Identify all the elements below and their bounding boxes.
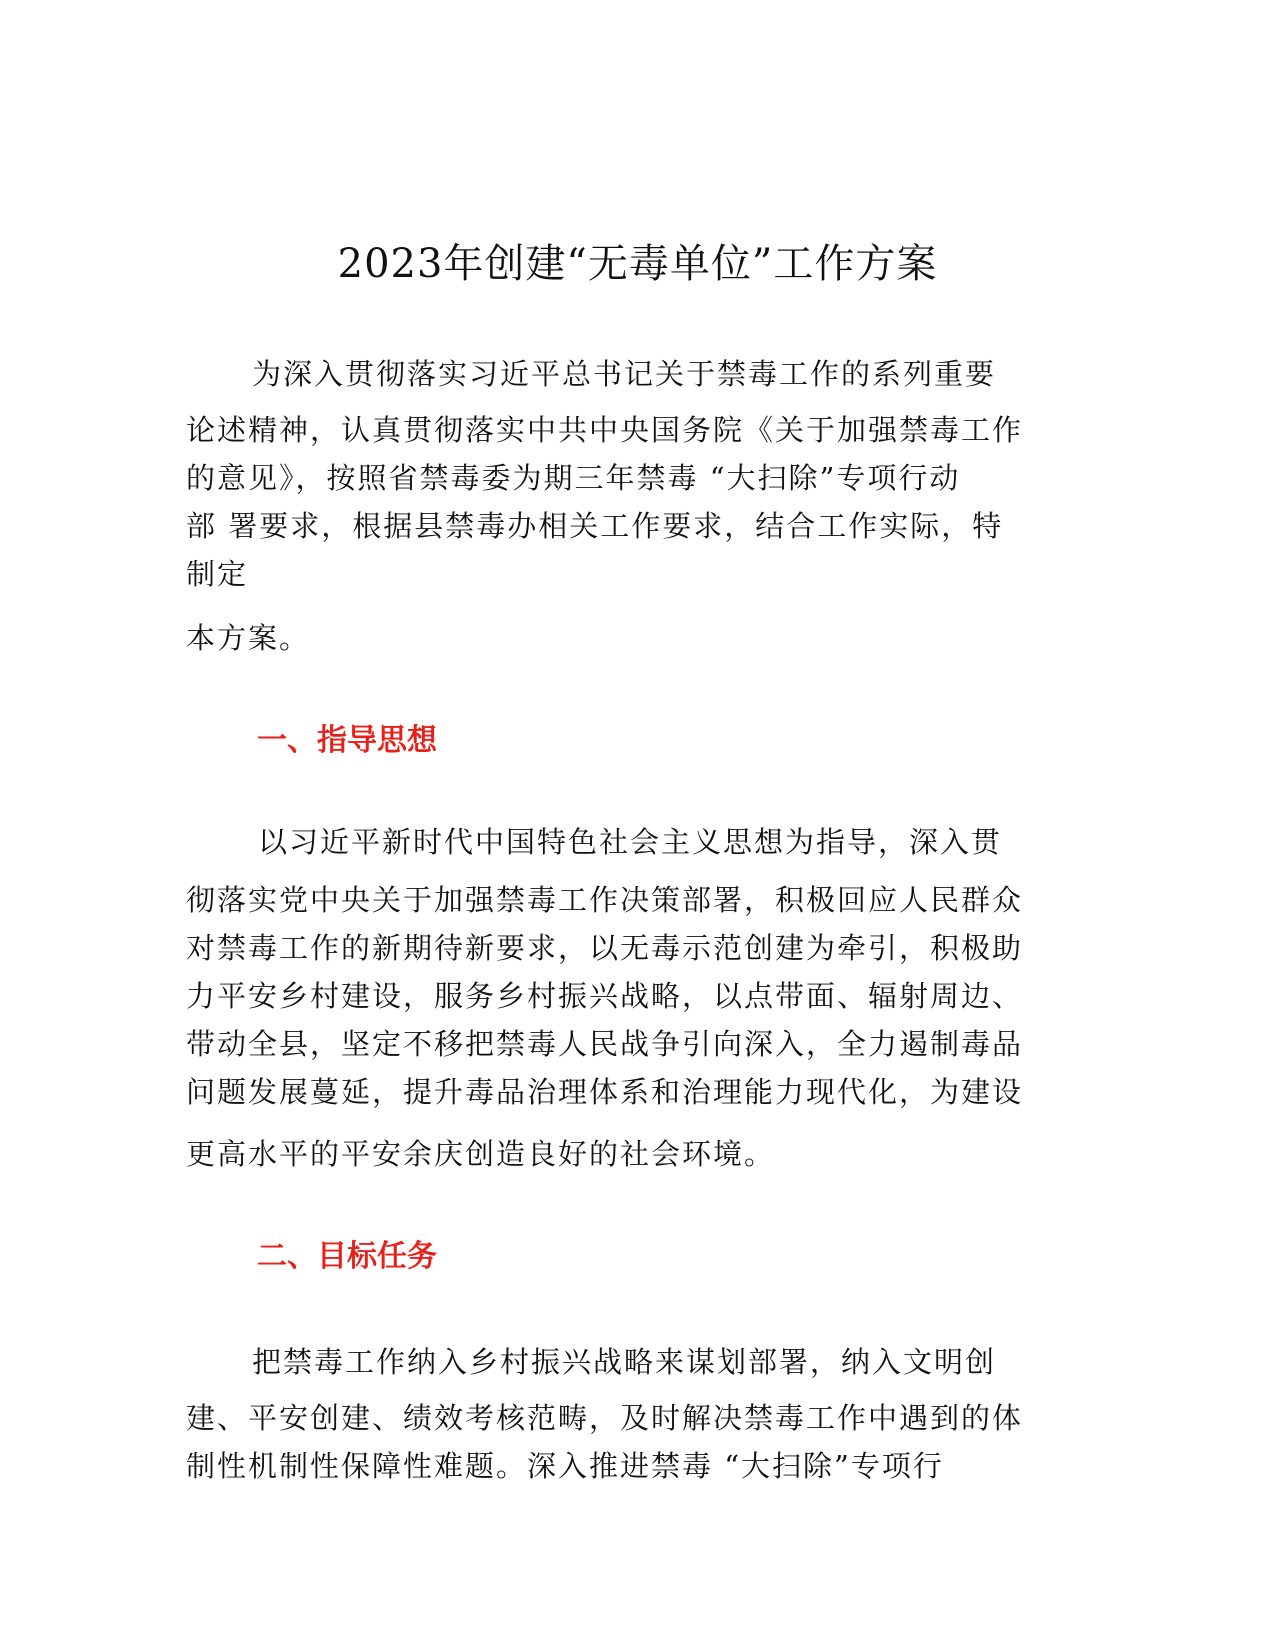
section-heading-goals-tasks: 二、目标任务 [257, 1239, 437, 1274]
intro-line: 为深入贯彻落实习近平总书记关于禁毒工作的系列重要 [252, 357, 997, 391]
intro-line: 制定 [186, 557, 249, 591]
section-line: 把禁毒工作纳入乡村振兴战略来谋划部署，纳入文明创 [252, 1345, 997, 1379]
section-line: 建、平安创建、绩效考核范畴，及时解决禁毒工作中遇到的体 [186, 1401, 1024, 1435]
section-line: 问题发展蔓延，提升毒品治理体系和治理能力现代化，为建设 [186, 1075, 1024, 1109]
section-line: 更高水平的平安余庆创造良好的社会环境。 [186, 1137, 776, 1171]
section-heading-guiding-ideology: 一、指导思想 [257, 723, 437, 758]
section-line: 力平安乡村建设，服务乡村振兴战略，以点带面、辐射周边、 [186, 979, 1024, 1013]
section-line: 以习近平新时代中国特色社会主义思想为指导，深入贯 [258, 825, 1003, 859]
document-title: 2023年创建“无毒单位”工作方案 [337, 241, 938, 287]
section-line: 对禁毒工作的新期待新要求，以无毒示范创建为牵引，积极助 [186, 931, 1024, 965]
intro-line: 本方案。 [186, 621, 311, 655]
intro-line: 部 署要求，根据县禁毒办相关工作要求，结合工作实际，特 [186, 509, 1004, 543]
section-line: 带动全县，坚定不移把禁毒人民战争引向深入，全力遏制毒品 [186, 1027, 1024, 1061]
section-line: 彻落实党中央关于加强禁毒工作决策部署，积极回应人民群众 [186, 883, 1024, 917]
section-line: 制性机制性保障性难题。深入推进禁毒 “大扫除”专项行 [186, 1449, 944, 1483]
intro-line: 的意见》，按照省禁毒委为期三年禁毒 “大扫除”专项行动 [186, 461, 961, 495]
intro-line: 论述精神，认真贯彻落实中共中央国务院《关于加强禁毒工作 [186, 413, 1024, 447]
